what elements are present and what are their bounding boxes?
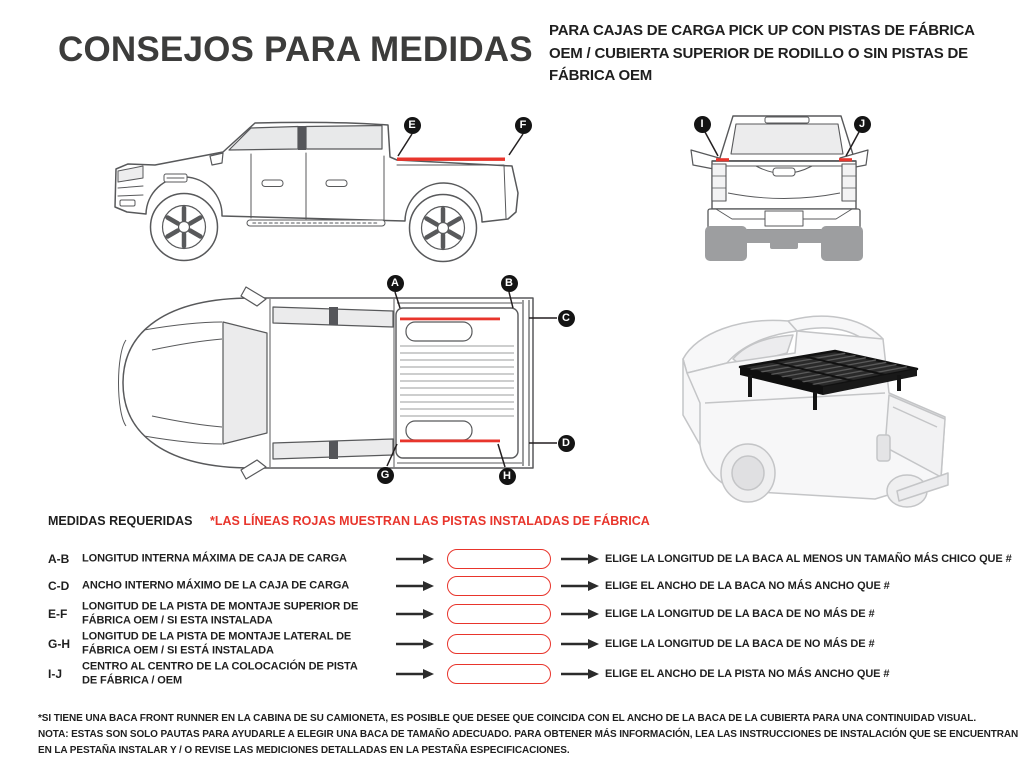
truck-top-view-diagram — [110, 278, 590, 503]
marker-i: I — [694, 116, 711, 133]
measure-instruction: ELIGE EL ANCHO DE LA PISTA NO MÁS ANCHO QUE # — [605, 668, 890, 680]
measure-instruction: ELIGE EL ANCHO DE LA BACA NO MÁS ANCHO QUE # — [605, 580, 890, 592]
measure-instruction: ELIGE LA LONGITUD DE LA BACA DE NO MÁS DE # — [605, 608, 875, 620]
arrow-right-icon — [396, 580, 434, 592]
measure-row-ab — [0, 544, 1024, 574]
measure-instruction: ELIGE LA LONGITUD DE LA BACA DE NO MÁS DE # — [605, 638, 875, 650]
footnote-line-1: *SI TIENE UNA BACA FRONT RUNNER EN LA CABINA DE SU CAMIONETA, ES POSIBLE QUE DESEE QUE COINCIDA CON EL ANCHO DE LA BACA DE LA CUBIERTA PARA UNA CONTINUIDAD VISUAL. — [38, 713, 976, 724]
footnote-line-3: EN LA PESTAÑA INSTALAR Y / O REVISE LAS MEDICIONES DETALLADAS EN LA PESTAÑA ESPECIFICACIONES. — [38, 745, 570, 756]
red-lines-legend-note: *LAS LÍNEAS ROJAS MUESTRAN LAS PISTAS INSTALADAS DE FÁBRICA — [210, 514, 650, 528]
arrow-right-icon — [396, 553, 434, 565]
page-subtitle: PARA CAJAS DE CARGA PICK UP CON PISTAS DE FÁBRICA OEM / CUBIERTA SUPERIOR DE RODILLO O SIN PISTAS DE FÁBRICA OEM — [549, 22, 975, 84]
arrow-right-icon — [396, 638, 434, 650]
measure-row-gh — [0, 629, 1024, 659]
measurement-input-pill — [447, 664, 551, 684]
arrow-right-icon — [561, 668, 599, 680]
arrow-right-icon — [561, 580, 599, 592]
measure-row-ij — [0, 659, 1024, 689]
measures-heading: MEDIDAS REQUERIDAS — [48, 514, 193, 528]
marker-d: D — [558, 435, 575, 452]
factory-track-red-line-bottom — [400, 440, 500, 443]
marker-j: J — [854, 116, 871, 133]
measure-description: LONGITUD DE LA PISTA DE MONTAJE LATERAL DE FÁBRICA OEM / SI ESTÁ INSTALADA — [82, 630, 352, 656]
truck-side-view-diagram — [95, 95, 565, 285]
footnote-line-2: NOTA: ESTAS SON SOLO PAUTAS PARA AYUDARLE A ELEGIR UNA BACA DE TAMAÑO ADECUADO. PARA OBTENER MÁS INFORMACIÓN, LEA LAS INSTRUCCIONES DE INSTALACIÓN QUE SE ENCUENTRAN — [38, 729, 1019, 740]
arrow-right-icon — [396, 608, 434, 620]
arrow-right-icon — [561, 638, 599, 650]
measurement-input-pill — [447, 576, 551, 596]
measure-range-label: G-H — [48, 637, 70, 651]
measure-row-cd — [0, 571, 1024, 601]
measure-description: ANCHO INTERNO MÁXIMO DE LA CAJA DE CARGA — [82, 579, 350, 592]
measure-instruction: ELIGE LA LONGITUD DE LA BACA AL MENOS UN TAMAÑO MÁS CHICO QUE # — [605, 553, 1012, 565]
measure-description: LONGITUD DE LA PISTA DE MONTAJE SUPERIOR DE FÁBRICA OEM / SI ESTA INSTALADA — [82, 600, 359, 626]
measure-range-label: E-F — [48, 607, 68, 621]
measurement-input-pill — [447, 549, 551, 569]
marker-a: A — [387, 275, 404, 292]
page-title: CONSEJOS PARA MEDIDAS — [58, 30, 533, 69]
truck-with-rack-illustration — [645, 295, 975, 510]
measure-description: CENTRO AL CENTRO DE LA COLOCACIÓN DE PISTA DE FÁBRICA / OEM — [82, 660, 358, 686]
marker-e: E — [404, 117, 421, 134]
measure-range-label: C-D — [48, 579, 70, 593]
measure-range-label: A-B — [48, 552, 70, 566]
arrow-right-icon — [396, 668, 434, 680]
marker-c: C — [558, 310, 575, 327]
marker-h: H — [499, 468, 516, 485]
arrow-right-icon — [561, 553, 599, 565]
measurement-input-pill — [447, 604, 551, 624]
marker-g: G — [377, 467, 394, 484]
marker-b: B — [501, 275, 518, 292]
factory-track-red-mark-left — [716, 158, 729, 161]
factory-track-red-line-top — [400, 318, 500, 321]
measure-description: LONGITUD INTERNA MÁXIMA DE CAJA DE CARGA — [82, 552, 347, 565]
measure-row-ef — [0, 599, 1024, 629]
arrow-right-icon — [561, 608, 599, 620]
factory-track-red-mark-right — [839, 158, 852, 161]
measure-range-label: I-J — [48, 667, 63, 681]
measurement-input-pill — [447, 634, 551, 654]
factory-track-red-line-side — [397, 158, 505, 161]
marker-f: F — [515, 117, 532, 134]
